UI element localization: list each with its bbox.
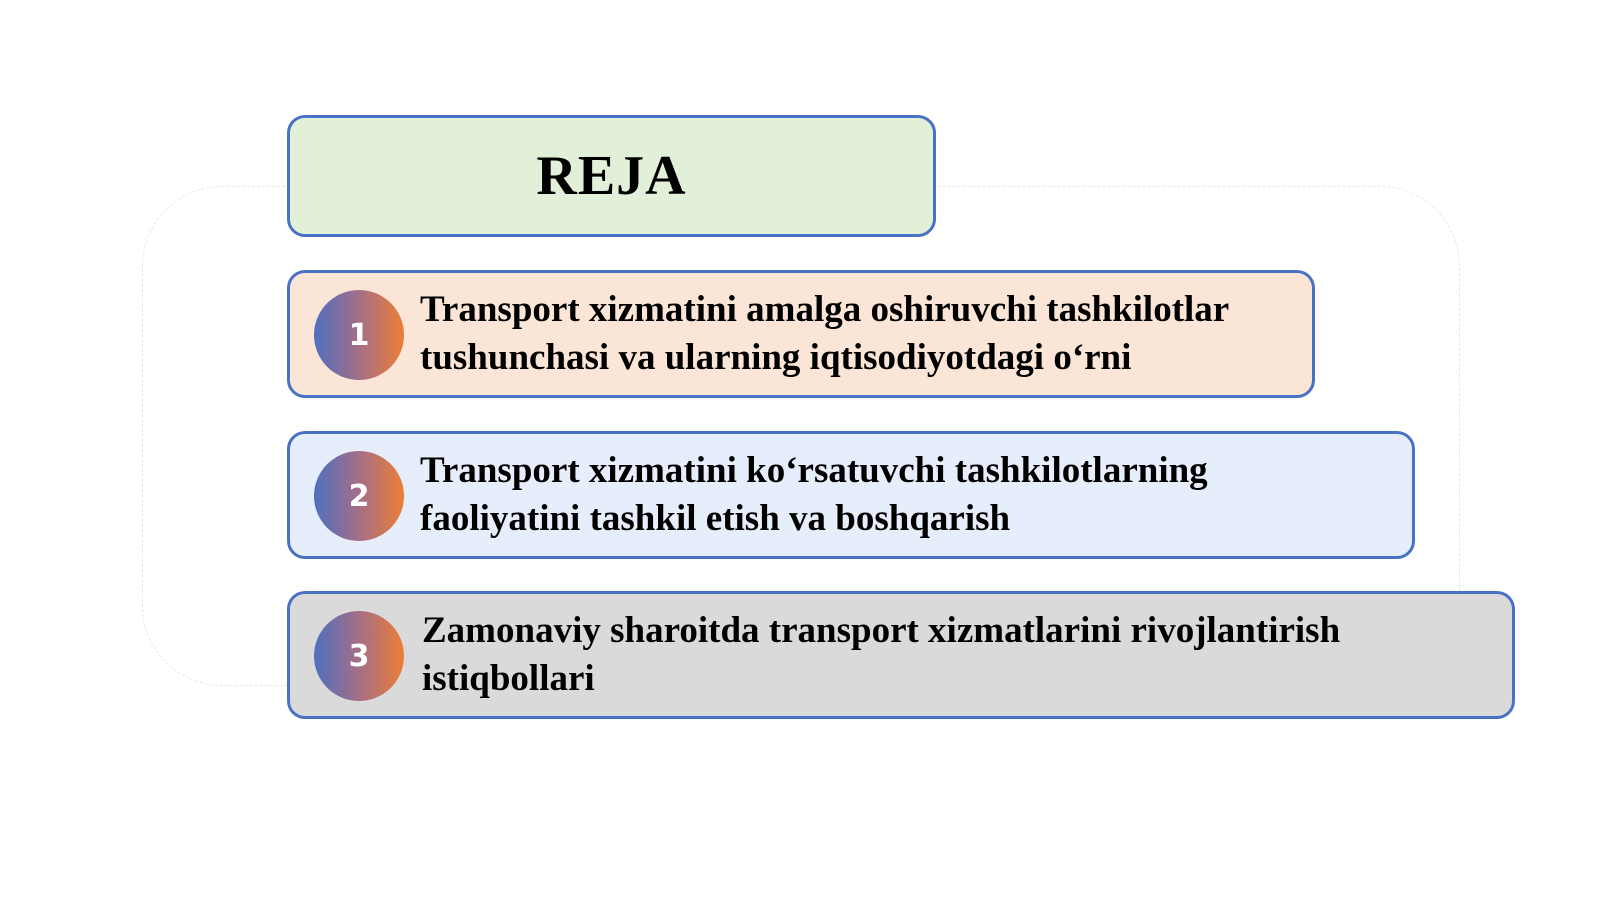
item-number: 1 bbox=[348, 317, 370, 353]
item-text-line-1: Transport xizmatini amalga oshiruvchi tashkilotlar bbox=[420, 289, 1230, 330]
item-text-line-1: Transport xizmatini ko‘rsatuvchi tashkilotlarning bbox=[420, 450, 1208, 491]
page-title: REJA bbox=[536, 145, 687, 207]
item-text-line-2: tushunchasi va ularning iqtisodiyotdagi o‘rni bbox=[420, 337, 1132, 378]
item-number: 2 bbox=[348, 478, 370, 514]
item-text-line-2: faoliyatini tashkil etish va boshqarish bbox=[420, 498, 1011, 539]
item-number-badge bbox=[314, 290, 404, 380]
item-text-line-1: Zamonaviy sharoitda transport xizmatlarini rivojlantirish bbox=[422, 610, 1341, 651]
plan-item-2 bbox=[287, 431, 1415, 559]
item-text bbox=[422, 607, 1492, 703]
plan-item-3 bbox=[287, 591, 1515, 719]
item-text-line-2: istiqbollari bbox=[422, 658, 595, 699]
item-text bbox=[420, 447, 1392, 543]
item-number: 3 bbox=[348, 638, 370, 674]
item-text bbox=[420, 286, 1292, 382]
item-number-badge bbox=[314, 451, 404, 541]
plan-item-1 bbox=[287, 270, 1315, 398]
item-number-badge bbox=[314, 611, 404, 701]
title-box bbox=[287, 115, 936, 237]
